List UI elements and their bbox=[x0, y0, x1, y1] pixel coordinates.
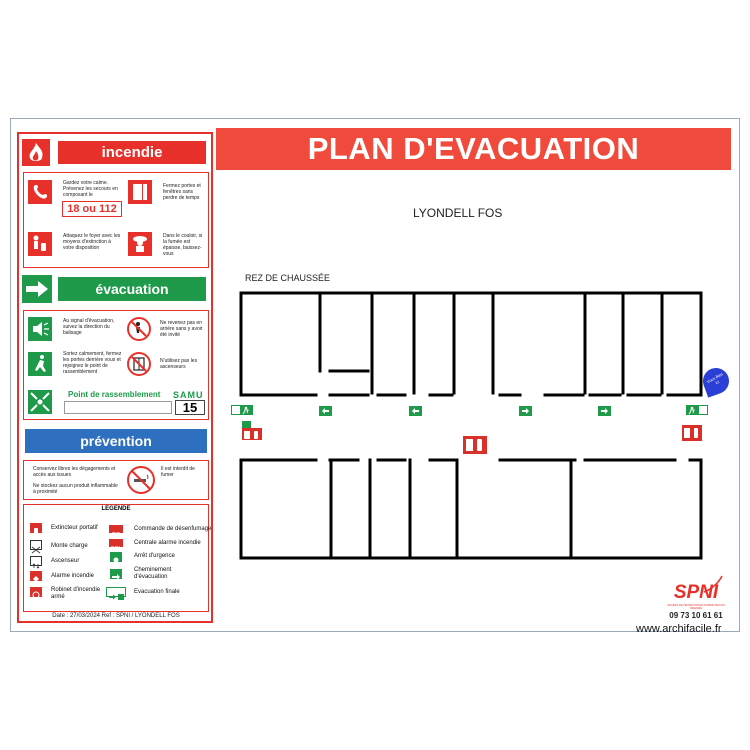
no-smoking-text: Il est interdit de fumer bbox=[161, 466, 195, 478]
legend-item-elevator: Ascenseur bbox=[51, 558, 80, 564]
section-header-evacuation: évacuation bbox=[56, 275, 208, 303]
assembly-point-label: Point de rassemblement bbox=[68, 390, 161, 399]
evacuation-item-4-text: N'utilisez pas les ascenseurs bbox=[160, 358, 198, 370]
fire-equipment-center bbox=[463, 436, 487, 454]
legend-item-final-exit: Evacuation finale bbox=[134, 589, 180, 595]
you-are-here-label: Vous êtes ici bbox=[705, 371, 724, 386]
incendie-item-2-text: Fermez portes et fenêtres sans perdre de temps bbox=[163, 183, 201, 201]
firefighter-icon bbox=[128, 232, 152, 256]
hose-icon bbox=[30, 587, 42, 597]
plan-title: PLAN D'EVACUATION bbox=[216, 128, 731, 170]
direction-arrow-right-2 bbox=[598, 406, 611, 416]
emergency-stop-icon bbox=[110, 552, 122, 562]
direction-arrow-right-1 bbox=[519, 406, 532, 416]
direction-arrow-icon bbox=[110, 569, 122, 579]
exit-arrow-icon bbox=[22, 275, 52, 303]
extinguisher-icon bbox=[30, 523, 42, 533]
samu-label: SAMU bbox=[173, 390, 204, 400]
elevator-icon bbox=[30, 556, 42, 566]
alarm-icon bbox=[28, 317, 52, 341]
fire-equipment-left bbox=[242, 428, 262, 440]
fire-symbol-icon bbox=[22, 139, 50, 166]
floor-label: REZ DE CHAUSSÉE bbox=[245, 273, 331, 283]
evacuation-item-3-text: Sortez calmement, fermez les portes derrière vous et rejoignez le point de rassemblement bbox=[63, 351, 122, 375]
legend-item-smoke-control: Commande de désenfumage bbox=[134, 526, 212, 532]
final-exit-sign-right bbox=[686, 405, 708, 415]
legend-item-hoist: Monte charge bbox=[51, 543, 88, 549]
final-exit-sign-left bbox=[231, 405, 253, 415]
svg-text:SSI: SSI bbox=[110, 546, 121, 552]
footer-date-ref: Date : 27/03/2024 Ref : SPNI / LYONDELL FOS bbox=[52, 613, 180, 619]
final-exit-icon bbox=[106, 587, 126, 597]
incendie-item-4-text: Dans le couloir, si la fumée est épaisse, baissez-vous bbox=[163, 233, 203, 257]
svg-text:DF: DF bbox=[112, 532, 120, 538]
hoist-icon bbox=[30, 540, 42, 550]
section-header-prevention: prévention bbox=[23, 427, 209, 455]
samu-number: 15 bbox=[175, 400, 205, 415]
incendie-item-3-text: Attaquez le foyer avec les moyens d'extinction à votre disposition bbox=[63, 233, 121, 251]
assembly-point-icon bbox=[28, 390, 52, 414]
legend-item-evacuation-path: Cheminement d'évacuation bbox=[134, 567, 172, 580]
watermark: www.archifacile.fr bbox=[636, 623, 722, 635]
prevention-item-2-text: Ne stockez aucun produit inflammable à proximité bbox=[33, 483, 118, 495]
phone-icon bbox=[28, 180, 52, 204]
legend-item-hose: Robinet d'incendie armé bbox=[51, 587, 101, 600]
incendie-item-1-text: Gardez votre calme. Prévenez les secours en composant le bbox=[63, 180, 118, 198]
company-tagline: SOCIETE DE PROTECTION ET NORMALISATION INCENDIE bbox=[667, 604, 725, 610]
fire-alarm-icon bbox=[30, 571, 42, 581]
sprinkler-icon bbox=[109, 525, 123, 538]
legend-item-emergency-stop: Arrêt d'urgence bbox=[134, 553, 175, 559]
legend-item-fire-alarm: Alarme incendie bbox=[51, 573, 95, 579]
no-elevator-icon bbox=[127, 352, 151, 376]
prevention-item-1-text: Conservez libres les dégagements et accès aux issues bbox=[33, 466, 116, 478]
direction-arrow-left-2 bbox=[409, 406, 422, 416]
fire-equipment-right bbox=[682, 425, 702, 441]
ssi-icon bbox=[109, 539, 123, 552]
legend-item-extinguisher: Extincteur portatif bbox=[51, 525, 98, 531]
no-return-icon bbox=[127, 317, 151, 341]
exit-run-icon bbox=[28, 352, 52, 376]
extinguisher-use-icon bbox=[28, 232, 52, 256]
evacuation-item-1-text: Au signal d'évacuation, suivez la direction du balisage bbox=[63, 318, 115, 336]
legend-item-fire-panel: Centrale alarme incendie bbox=[134, 540, 201, 546]
company-logo: SPNI bbox=[673, 582, 719, 603]
evacuation-item-2-text: Ne revenez pas en arrière sans y avoir été invité bbox=[160, 320, 203, 338]
floor-plan bbox=[230, 285, 715, 565]
site-name: LYONDELL FOS bbox=[413, 206, 503, 220]
direction-arrow-left-1 bbox=[319, 406, 332, 416]
fire-emergency-number: 18 ou 112 bbox=[62, 201, 122, 217]
no-smoking-icon bbox=[127, 466, 155, 494]
door-closed-icon bbox=[128, 180, 152, 204]
legend-title: LEGENDE bbox=[101, 506, 131, 512]
company-phone: 09 73 10 61 61 bbox=[669, 611, 723, 620]
section-header-incendie: incendie bbox=[56, 139, 208, 166]
assembly-point-field bbox=[64, 401, 172, 414]
company-logo-arc bbox=[700, 574, 728, 601]
